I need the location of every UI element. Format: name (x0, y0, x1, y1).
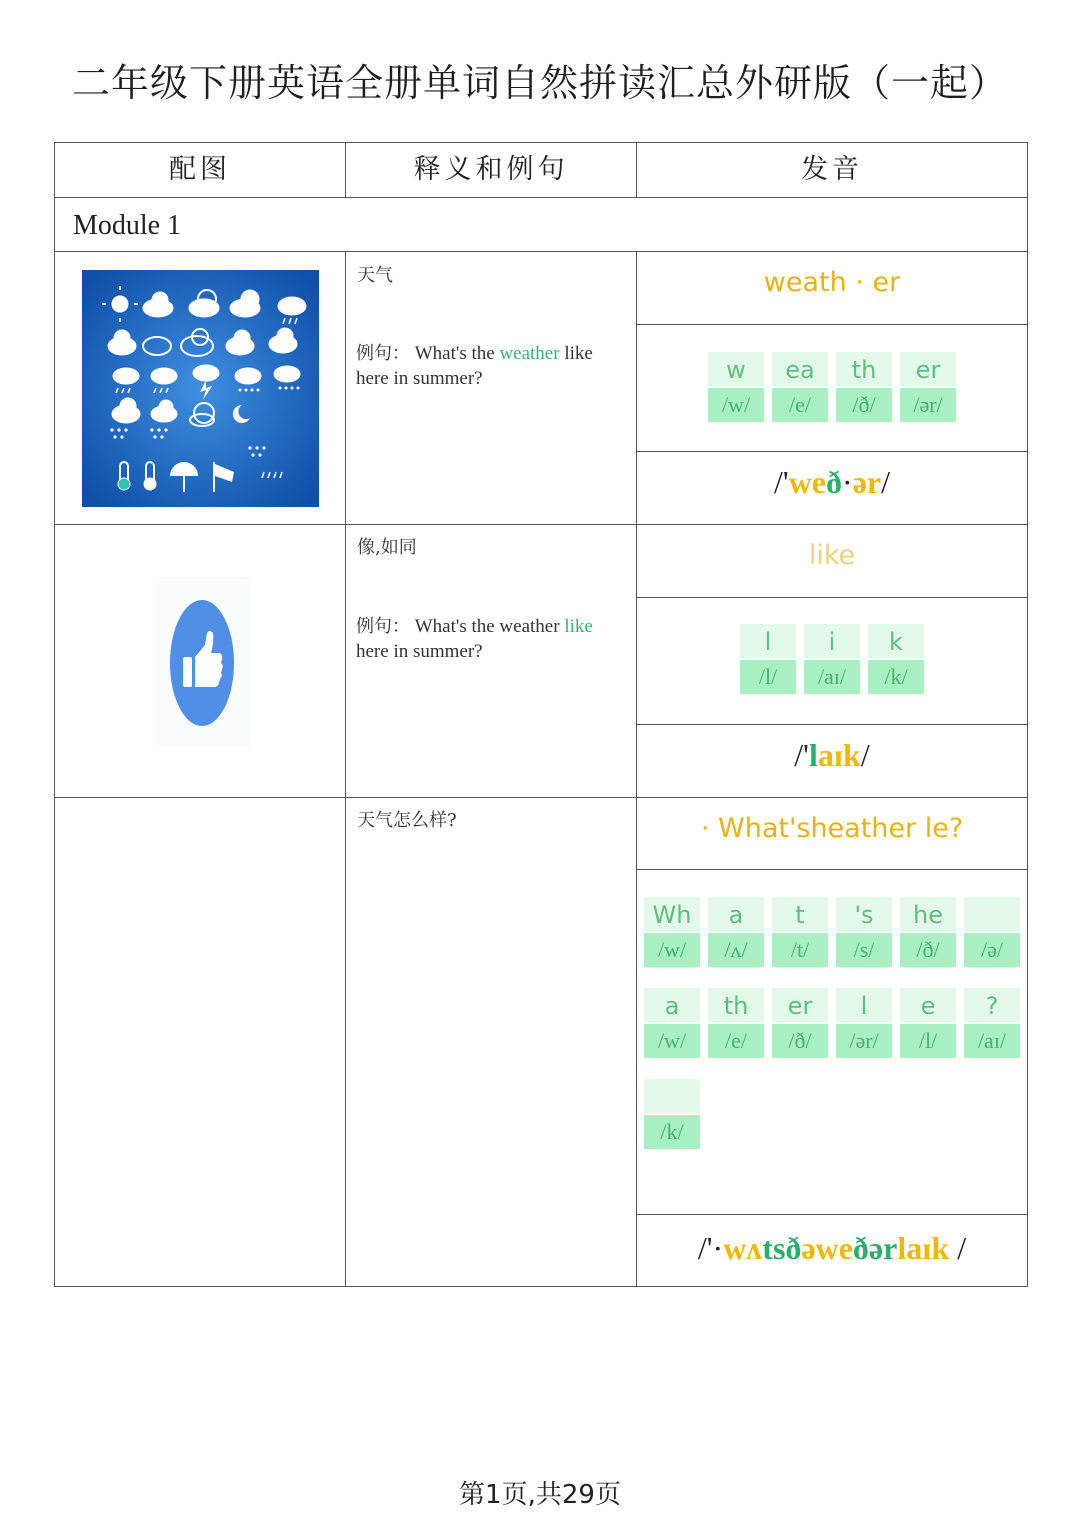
example-sentence (356, 614, 628, 664)
tile-phoneme: /e/ (772, 388, 828, 422)
example-sentence (356, 341, 628, 391)
tile-phoneme: /ʌ/ (708, 933, 764, 967)
tile-phoneme: /aɪ/ (964, 1024, 1020, 1058)
tile-phoneme: /l/ (900, 1024, 956, 1058)
phonics-tile (900, 988, 956, 1061)
module-label: Module 1 (73, 210, 182, 241)
tile-phoneme: /ər/ (900, 388, 956, 422)
header-meaning: 释义和例句 (413, 154, 569, 185)
document-title: 二年级下册英语全册单词自然拼读汇总外研版（一起） (71, 61, 1008, 105)
tile-grapheme: l (836, 988, 892, 1022)
example-keyword: weather (499, 343, 560, 364)
ipa-slash: / (949, 1230, 967, 1266)
tile-phoneme: /ð/ (900, 933, 956, 967)
meaning-text: 像,如同 (357, 537, 417, 558)
tile-grapheme: er (772, 988, 828, 1022)
tile-grapheme: a (644, 988, 700, 1022)
tile-grapheme: a (708, 897, 764, 931)
syllable-word: · What'sheather le? (700, 813, 964, 844)
phonics-tile (836, 352, 892, 425)
phonics-tile (772, 988, 828, 1061)
phonics-tile (740, 624, 796, 697)
tile-phoneme: /s/ (836, 933, 892, 967)
tile-grapheme: i (804, 624, 860, 658)
ipa-segment: ðər (852, 1230, 898, 1266)
example-label: 例句： (356, 343, 410, 364)
phonics-tile (708, 988, 764, 1061)
header-pronunciation: 发音 (801, 154, 863, 185)
tile-phoneme: /aɪ/ (804, 660, 860, 694)
ipa-slash: /' (774, 464, 789, 500)
example-label: 例句： (356, 616, 410, 637)
tile-grapheme: he (900, 897, 956, 931)
tile-phoneme: /e/ (708, 1024, 764, 1058)
phonics-tile (708, 897, 764, 970)
ipa-slash: / (860, 737, 870, 773)
phonics-tile (900, 352, 956, 425)
tile-phoneme: /w/ (644, 1024, 700, 1058)
ipa-segment: ər (852, 464, 882, 500)
tile-grapheme: er (900, 352, 956, 386)
ipa-segment: laɪk (897, 1230, 950, 1266)
tile-phoneme: /t/ (772, 933, 828, 967)
example-text: What's the (414, 343, 500, 364)
thumbs-up-icon (153, 577, 251, 747)
tile-phoneme: /k/ (644, 1115, 700, 1149)
tile-grapheme: th (708, 988, 764, 1022)
ipa-transcription (637, 1230, 1027, 1267)
example-text: here in summer? (356, 641, 483, 662)
tile-phoneme: /ə/ (964, 933, 1020, 967)
phonics-tile (964, 897, 1020, 970)
tile-phoneme: /w/ (708, 388, 764, 422)
phonics-tile (804, 624, 860, 697)
phonics-tile (772, 352, 828, 425)
phonics-tile (900, 897, 956, 970)
example-text: like here in summer? (356, 343, 593, 389)
tile-grapheme: k (868, 624, 924, 658)
tile-phoneme: /ər/ (836, 1024, 892, 1058)
tile-phoneme: /l/ (740, 660, 796, 694)
weather-icons-grid (82, 270, 319, 507)
tile-grapheme (644, 1079, 700, 1113)
tile-grapheme: l (740, 624, 796, 658)
phonics-tile (836, 988, 892, 1061)
tile-phoneme: /w/ (644, 933, 700, 967)
ipa-transcription (637, 464, 1027, 501)
ipa-segment: wʌ (723, 1230, 763, 1266)
ipa-dot: · (842, 464, 853, 500)
tile-phoneme: /ð/ (772, 1024, 828, 1058)
ipa-transcription (637, 737, 1027, 774)
phonics-tile (644, 1079, 700, 1152)
tile-grapheme: Wh (644, 897, 700, 931)
ipa-segment: aɪk (817, 737, 861, 773)
example-keyword: like (564, 616, 593, 637)
syllable-word: like (808, 540, 856, 571)
syllable-word: weath · er (763, 267, 901, 298)
tile-grapheme (964, 897, 1020, 931)
ipa-slash: /'· (697, 1230, 724, 1266)
vocabulary-table (54, 142, 1028, 1287)
phonics-tile (964, 988, 1020, 1061)
ipa-slash: / (881, 464, 890, 500)
tile-phoneme: /ð/ (836, 388, 892, 422)
meaning-text: 天气怎么样? (357, 810, 457, 831)
tile-grapheme: t (772, 897, 828, 931)
tile-grapheme: e (900, 988, 956, 1022)
phonics-tile (772, 897, 828, 970)
ipa-segment: we (788, 464, 826, 500)
phonics-tile (708, 352, 764, 425)
tile-grapheme: ea (772, 352, 828, 386)
ipa-segment: ð (826, 464, 842, 500)
phonics-tile (836, 897, 892, 970)
tile-grapheme: ? (964, 988, 1020, 1022)
ipa-segment: l (808, 737, 818, 773)
example-text: What's the weather (414, 616, 565, 637)
phonics-tile (644, 988, 700, 1061)
ipa-segment: tsð (762, 1230, 802, 1266)
phonics-tile (868, 624, 924, 697)
tile-grapheme: th (836, 352, 892, 386)
header-image: 配图 (169, 154, 231, 185)
tile-grapheme: w (708, 352, 764, 386)
meaning-text: 天气 (357, 265, 393, 286)
ipa-segment: əwe (801, 1230, 853, 1266)
tile-phoneme: /k/ (868, 660, 924, 694)
ipa-slash: /' (794, 737, 809, 773)
page-number: 第1页,共29页 (459, 1480, 621, 1510)
phonics-tile (644, 897, 700, 970)
tile-grapheme: 's (836, 897, 892, 931)
